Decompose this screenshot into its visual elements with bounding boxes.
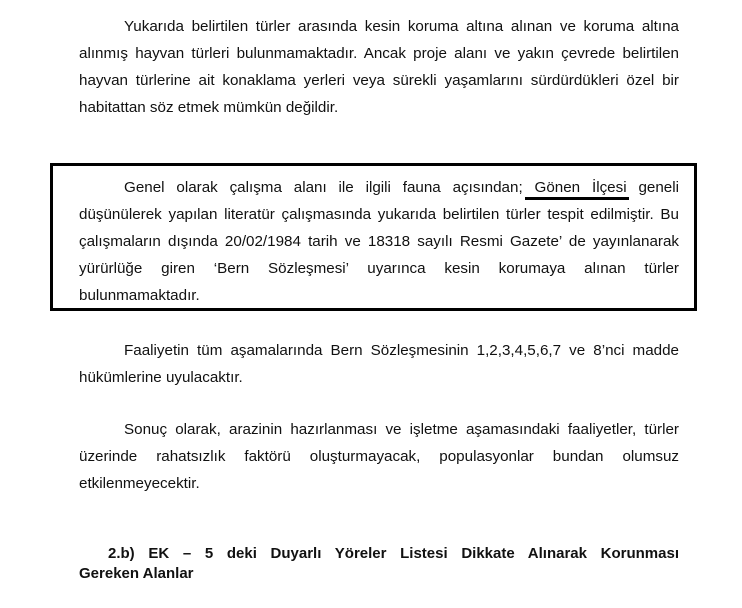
text-line: etkilenmeyecektir. xyxy=(79,475,200,492)
text-line: alınmış hayvan türleri bulunmamaktadır. Ancak proje alanı ve yakın çevrede belirtilen xyxy=(79,45,679,62)
heading-line: Gereken Alanlar xyxy=(79,565,194,582)
text-line: Sonuç olarak, arazinin hazırlanması ve işletme aşamasındaki faaliyetler, türler xyxy=(124,421,679,438)
paragraph-species-protection xyxy=(79,13,679,121)
text-line: habitattan söz etmek mümkün değildir. xyxy=(79,99,339,116)
text-line: Yukarıda belirtilen türler arasında kesin koruma altına alınan ve koruma altına xyxy=(124,18,679,35)
text-line: düşünülerek yapılan literatür çalışmasında yukarıda belirtilen türler tespit edilmiştir. Bu xyxy=(79,206,679,223)
text-line: çalışmaların dışında 20/02/1984 tarih ve 18318 sayılı Resmi Gazete’ de yayınlanarak xyxy=(79,233,679,250)
text-line: üzerinde rahatsızlık faktörü oluşturmayacak, populasyonlar bundan olumsuz xyxy=(79,448,679,465)
heading-line: 2.b) EK – 5 deki Duyarlı Yöreler Listesi Dikkate Alınarak Korunması xyxy=(108,545,679,562)
section-heading xyxy=(79,544,679,584)
text-line: hayvan türlerine ait konaklama yerleri veya sürekli yaşamlarını sürdürdükleri özel bir xyxy=(79,72,679,89)
text-line: hükümlerine uyulacaktır. xyxy=(79,369,243,386)
text-line: Faaliyetin tüm aşamalarında Bern Sözleşmesinin 1,2,3,4,5,6,7 ve 8’nci madde xyxy=(124,342,679,359)
text-segment: geneli xyxy=(638,179,679,196)
text-line xyxy=(79,174,679,201)
text-line: yürürlüğe giren ‘Bern Sözleşmesi’ uyarınca kesin korumaya alınan türler xyxy=(79,260,679,277)
text-line: bulunmamaktadır. xyxy=(79,287,200,304)
underlined-location: Gönen İlçesi xyxy=(534,179,627,196)
text-segment: Genel olarak çalışma alanı ile ilgili fauna açısından; xyxy=(124,179,523,196)
paragraph-bern-convention xyxy=(79,337,679,391)
boxed-paragraph-fauna xyxy=(79,174,679,309)
paragraph-conclusion xyxy=(79,416,679,497)
